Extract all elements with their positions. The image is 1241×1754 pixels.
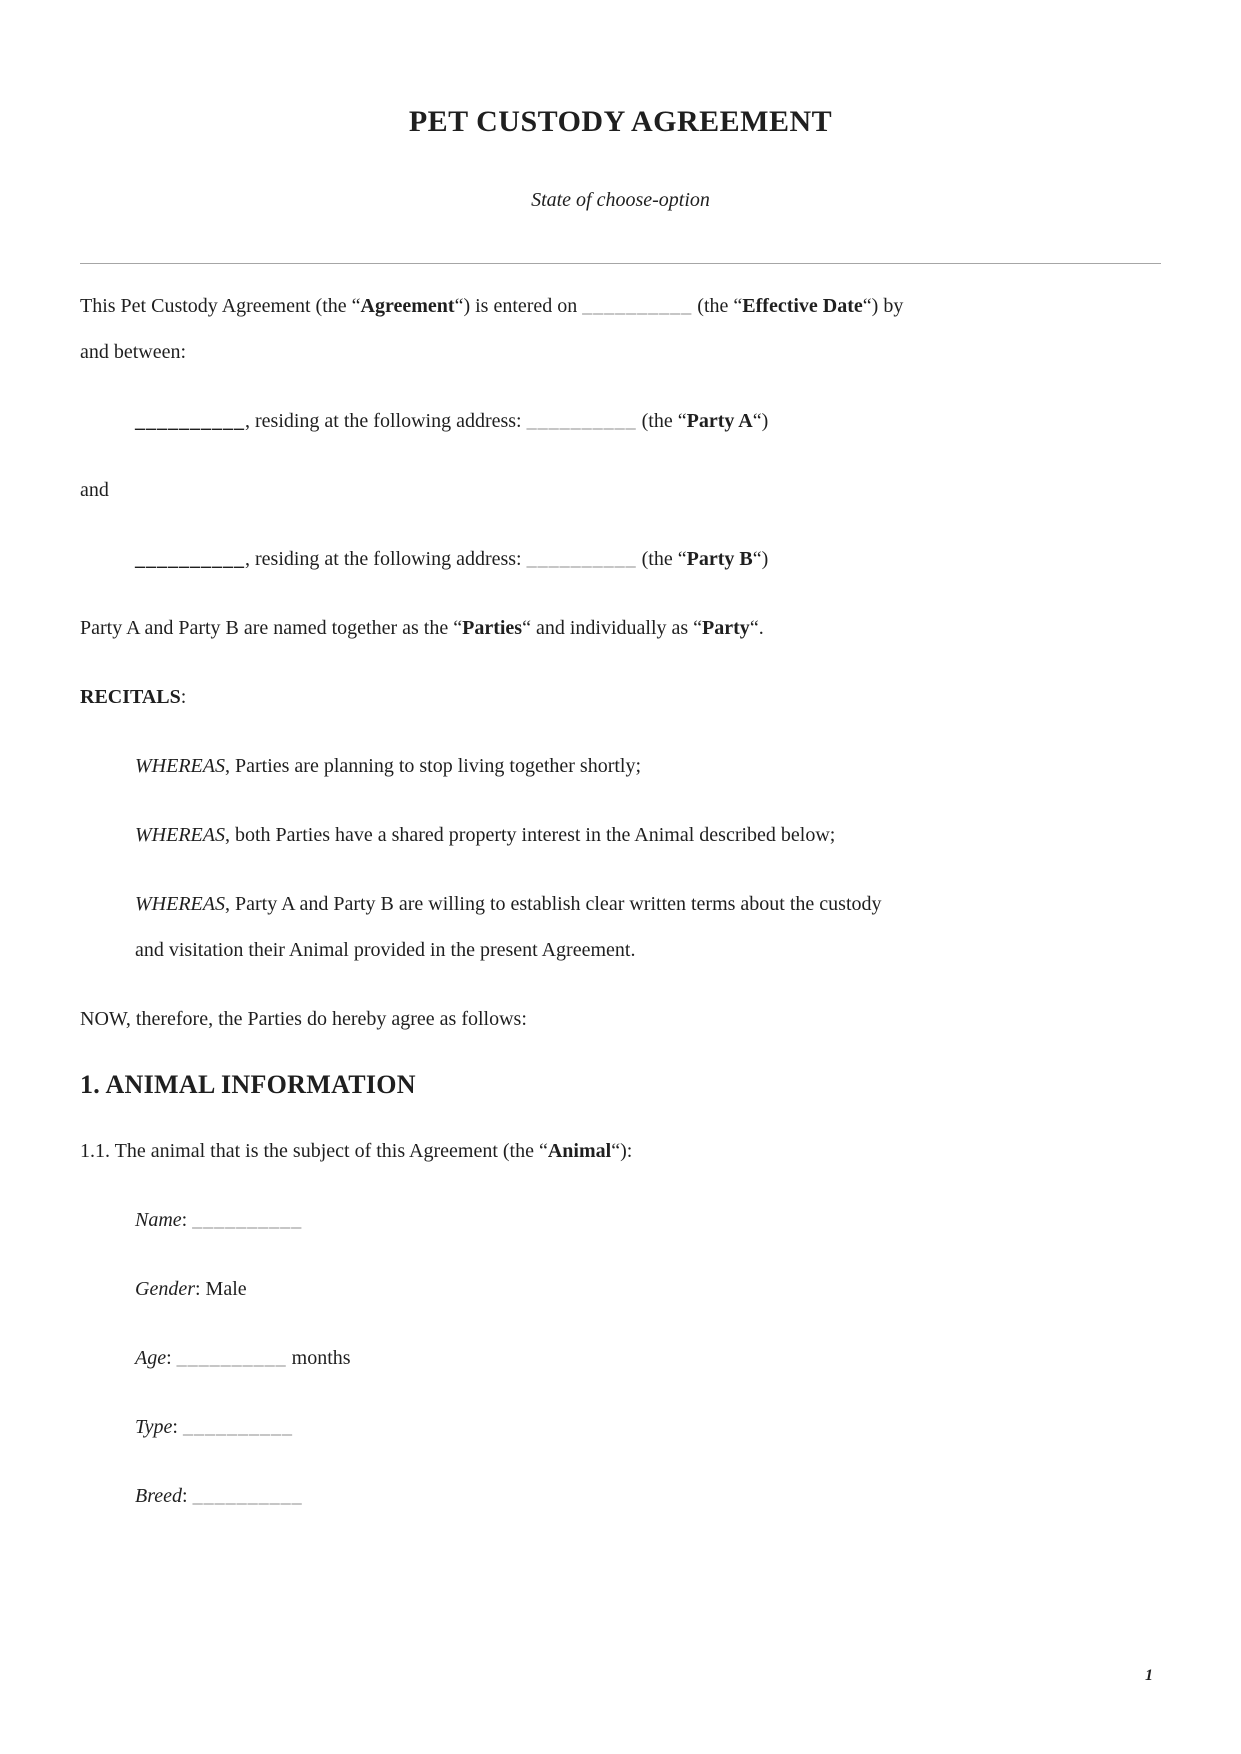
text-run: , both Parties have a shared property interest in the Animal described below; [224, 824, 836, 846]
whereas-paragraph-3 [80, 881, 1161, 973]
recitals-colon: : [180, 686, 187, 708]
text-run: (the “ [636, 548, 687, 570]
text-run: “) by [862, 295, 904, 317]
text-run: “): [611, 1140, 633, 1162]
intro-line-2: and between: [80, 341, 187, 363]
text-run: 1.1. The animal that is the subject of this Agreement (the “ [80, 1140, 548, 1162]
field-separator: : [182, 1485, 193, 1507]
section-1-heading: 1. ANIMAL INFORMATION [80, 1070, 416, 1099]
animal-type-field [80, 1404, 1161, 1450]
animal-age-blank: __________ [176, 1347, 287, 1369]
whereas-paragraph-1 [80, 743, 1161, 789]
field-separator: : [166, 1347, 177, 1369]
defined-term-animal: Animal [547, 1140, 612, 1162]
clause-1-1-paragraph [80, 1128, 1161, 1174]
parties-definition-paragraph [80, 605, 1161, 651]
whereas-keyword: WHEREAS [135, 755, 225, 777]
field-separator: : [172, 1416, 183, 1438]
text-run: , Party A and Party B are willing to establish clear written terms about the custody [224, 893, 882, 915]
age-unit-suffix: months [286, 1347, 351, 1369]
breed-field-label: Breed [135, 1485, 183, 1507]
field-separator: : [194, 1278, 206, 1300]
name-field-label: Name [135, 1209, 182, 1231]
connector-paragraph: and [80, 479, 109, 501]
text-run: “) is entered on [454, 295, 583, 317]
whereas-3-line-2: and visitation their Animal provided in the present Agreement. [135, 939, 636, 961]
text-run: This Pet Custody Agreement (the “ [80, 295, 361, 317]
animal-name-blank: __________ [192, 1209, 303, 1231]
text-run: “) [752, 410, 769, 432]
defined-term-party-a: Party A [686, 410, 753, 432]
recitals-heading [80, 674, 1161, 720]
effective-date-blank: __________ [582, 295, 693, 317]
defined-term-parties: Parties [462, 617, 523, 639]
text-run: (the “ [692, 295, 743, 317]
recitals-label: RECITALS [80, 686, 181, 708]
age-field-label: Age [135, 1347, 167, 1369]
defined-term-agreement: Agreement [360, 295, 455, 317]
animal-breed-blank: __________ [192, 1485, 303, 1507]
text-run: Party A and Party B are named together as the “ [80, 617, 463, 639]
animal-age-field [80, 1335, 1161, 1381]
party-b-paragraph [80, 536, 1161, 582]
animal-breed-field [80, 1473, 1161, 1519]
party-b-name-blank: __________ [135, 548, 245, 570]
whereas-3-line-1 [135, 881, 1161, 927]
whereas-keyword: WHEREAS [135, 893, 225, 915]
header-divider [80, 263, 1161, 264]
party-a-address-blank: __________ [526, 410, 637, 432]
document-subtitle-state-select: State of choose-option [531, 189, 710, 211]
party-a-paragraph [80, 398, 1161, 444]
document-title: PET CUSTODY AGREEMENT [408, 105, 833, 138]
defined-term-effective-date: Effective Date [742, 295, 863, 317]
animal-type-blank: __________ [182, 1416, 293, 1438]
party-a-name-blank: __________ [135, 410, 245, 432]
page-number: 1 [1145, 1667, 1153, 1684]
text-run: , Parties are planning to stop living together shortly; [224, 755, 642, 777]
type-field-label: Type [135, 1416, 173, 1438]
whereas-keyword: WHEREAS [135, 824, 225, 846]
text-run: , residing at the following address: [245, 548, 527, 570]
text-run: “ and individually as “ [522, 617, 703, 639]
animal-name-field [80, 1197, 1161, 1243]
text-run: “) [752, 548, 769, 570]
text-run: (the “ [636, 410, 687, 432]
animal-gender-field [80, 1266, 1161, 1312]
gender-field-label: Gender [135, 1278, 195, 1300]
text-run: , residing at the following address: [245, 410, 527, 432]
field-separator: : [181, 1209, 193, 1231]
party-b-address-blank: __________ [526, 548, 637, 570]
intro-paragraph [80, 283, 1161, 375]
intro-line-1 [80, 283, 1161, 329]
text-run: “. [749, 617, 764, 639]
document-header [80, 104, 1161, 214]
now-therefore-paragraph: NOW, therefore, the Parties do hereby agree as follows: [80, 1008, 527, 1030]
whereas-paragraph-2 [80, 812, 1161, 858]
defined-term-party-b: Party B [686, 548, 753, 570]
gender-value: Male [205, 1278, 247, 1300]
defined-term-party: Party [702, 617, 750, 639]
